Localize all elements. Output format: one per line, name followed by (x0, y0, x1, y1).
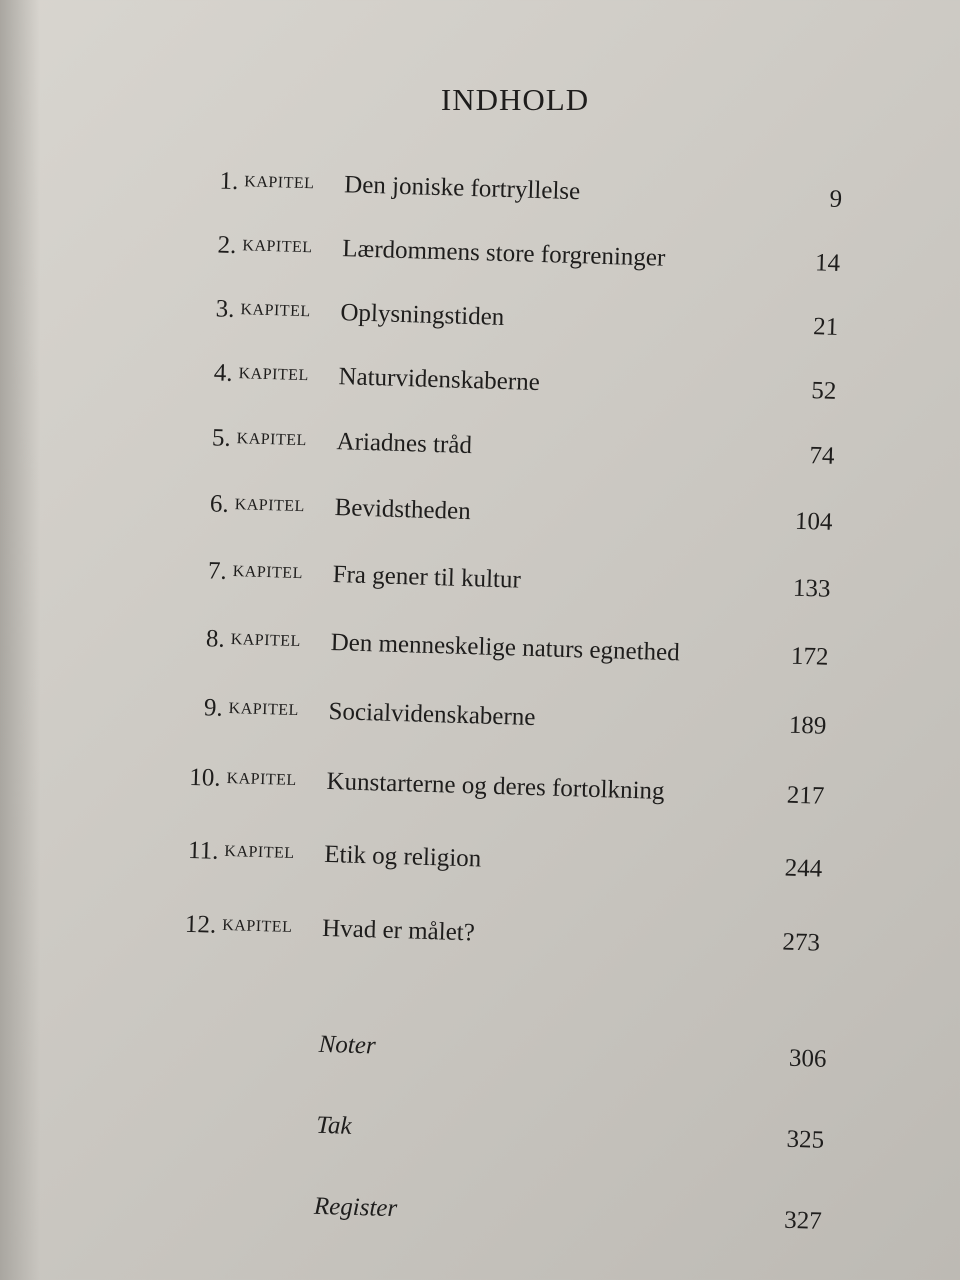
chapter-label: KAPITEL (240, 301, 311, 321)
chapter-page: 74 (809, 442, 835, 470)
chapter-number: 11. (187, 836, 219, 865)
chapter-number: 12. (184, 910, 217, 939)
back-matter-title: Tak (315, 1111, 352, 1140)
chapter-label: KAPITEL (238, 365, 309, 385)
chapter-number: 2. (217, 231, 237, 260)
chapter-label: KAPITEL (232, 563, 304, 583)
chapter-label: KAPITEL (226, 769, 297, 790)
chapter-page: 52 (810, 377, 837, 405)
back-matter-page: 306 (788, 1044, 827, 1073)
chapter-title: Ariadnes tråd (336, 428, 473, 460)
chapter-page: 21 (812, 313, 839, 341)
chapter-title: Socialvidenskaberne (328, 697, 536, 732)
chapter-title: Naturvidenskaberne (338, 363, 541, 397)
chapter-page: 273 (782, 928, 821, 957)
chapter-label: KAPITEL (234, 496, 306, 516)
chapter-title: Den joniske fortryllelse (343, 171, 581, 206)
chapter-page: 14 (814, 249, 841, 277)
chapter-title: Etik og religion (323, 840, 482, 873)
back-matter-title: Noter (318, 1030, 377, 1060)
chapter-label: KAPITEL (224, 842, 295, 863)
chapter-page: 9 (829, 185, 843, 213)
back-matter-title: Register (313, 1192, 398, 1223)
chapter-label: KAPITEL (236, 430, 308, 450)
chapter-title: Lærdommens store forgreninger (341, 235, 666, 272)
chapter-page: 189 (788, 711, 827, 740)
chapter-number: 7. (207, 557, 228, 585)
chapter-page: 217 (786, 781, 825, 810)
chapter-page: 172 (790, 642, 829, 671)
chapter-title: Den menneskelige naturs egnethed (330, 629, 681, 667)
chapter-number: 9. (203, 694, 224, 722)
chapter-page: 104 (794, 507, 833, 536)
chapter-number: 4. (213, 359, 234, 387)
chapter-number: 8. (205, 625, 226, 653)
page-title: INDHOLD (440, 82, 590, 117)
chapter-title: Bevidstheden (334, 494, 472, 526)
chapter-label: KAPITEL (244, 173, 315, 193)
chapter-label: KAPITEL (242, 237, 313, 257)
chapter-number: 1. (219, 167, 239, 196)
chapter-label: KAPITEL (228, 700, 300, 720)
chapter-number: 10. (188, 763, 221, 792)
chapter-title: Fra gener til kultur (332, 561, 522, 594)
chapter-number: 3. (215, 295, 235, 323)
chapter-page: 244 (784, 854, 823, 883)
chapter-label: KAPITEL (221, 916, 293, 936)
chapter-page: 133 (792, 574, 831, 603)
chapter-number: 6. (209, 490, 230, 518)
back-matter-page: 325 (786, 1125, 825, 1154)
back-matter-page: 327 (783, 1206, 823, 1235)
chapter-number: 5. (211, 424, 232, 452)
chapter-title: Hvad er målet? (321, 914, 476, 947)
chapter-title: Kunstarterne og deres fortolkning (326, 767, 665, 805)
chapter-label: KAPITEL (230, 631, 302, 651)
chapter-title: Oplysningstiden (340, 299, 505, 331)
